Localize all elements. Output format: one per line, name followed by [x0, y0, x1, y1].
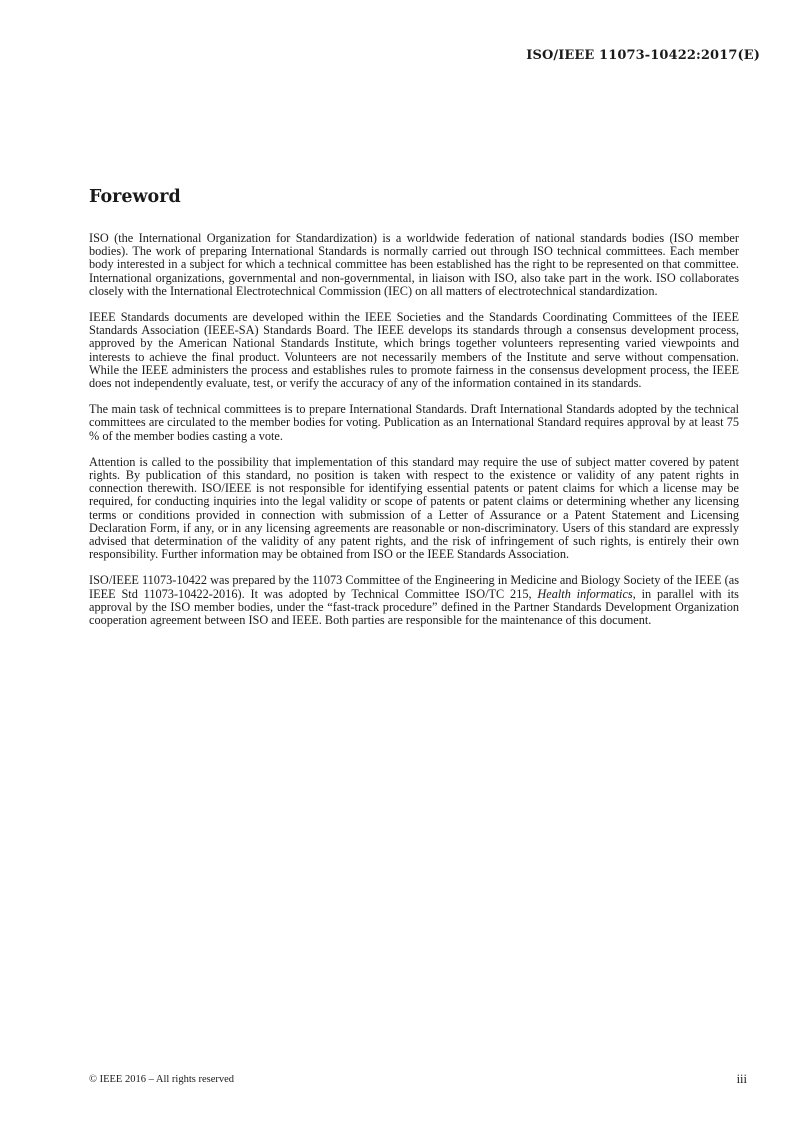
paragraph-technical-committees: The main task of technical committees is to prepare International Standards. Draft International Standards adopted by the technical committees are circulated to the member bodies for voting. Publication as an International Standard requires approval by at least 75 % of the member bodies casting a vote.	[89, 402, 739, 443]
footer-copyright: © IEEE 2016 – All rights reserved	[89, 1074, 235, 1085]
page-number: iii	[736, 1072, 747, 1086]
paragraph-iso-intro: ISO (the International Organization for Standardization) is a worldwide federation of national standards bodies (ISO member bodies). The work of preparing International Standards is normally carried out through ISO technical committees. Each member body interested in a subject for which a technical committee has been established has the right to be represented on that committee. International organizations, governmental and non-governmental, in liaison with ISO, also take part in the work. ISO collaborates closely with the International Electrotechnical Commission (IEC) on all matters of electrotechnical standardization.	[89, 231, 739, 298]
body-text	[89, 232, 739, 640]
paragraph-ieee-intro: IEEE Standards documents are developed within the IEEE Societies and the Standards Coordinating Committees of the IEEE Standards Association (IEEE-SA) Standards Board. The IEEE develops its standards through a consensus development process, approved by the American National Standards Institute, which brings together volunteers representing varied viewpoints and interests to achieve the final product. Volunteers are not necessarily members of the Institute and serve without compensation. While the IEEE administers the process and establishes rules to promote fairness in the consensus development process, the IEEE does not independently evaluate, test, or verify the accuracy of any of the information contained in its standards.	[89, 310, 739, 391]
preparation-text-italic: Health informatics	[537, 586, 633, 601]
page-title: Foreword	[89, 187, 181, 207]
paragraph-patent-rights: Attention is called to the possibility that implementation of this standard may require the use of subject matter covered by patent rights. By publication of this standard, no position is taken with respect to the existence or validity of any patent rights in connection therewith. ISO/IEEE is not responsible for identifying essential patents or patent claims for which a license may be required, for conducting inquiries into the legal validity or scope of patents or patent claims or determining whether any licensing terms or conditions provided in connection with submission of a Letter of Assurance or a Patent Statement and Licensing Declaration Form, if any, or in any licensing agreements are reasonable or non-discriminatory. Users of this standard are expressly advised that determination of the validity of any patent rights, and the risk of infringement of such rights, is entirely their own responsibility. Further information may be obtained from ISO or the IEEE Standards Association.	[89, 454, 739, 562]
preparation-text-part1: ISO/IEEE 11073-10422 was prepared by the 11073 Committee of the Engineering in Medicine and Biology Society of the IEEE (as IEEE Std 11073-10422-2016). It was adopted by Technical Committee ISO/TC 215,	[89, 573, 739, 601]
document-id: ISO/IEEE 11073-10422:2017(E)	[526, 48, 760, 63]
paragraph-preparation	[89, 574, 739, 627]
preparation-text-part2: , in parallel with its approval by the ISO member bodies, under the “fast-track procedure” defined in the Partner Standards Development Organization cooperation agreement between ISO and IEEE. Both parties are responsible for the maintenance of this document.	[89, 586, 739, 628]
